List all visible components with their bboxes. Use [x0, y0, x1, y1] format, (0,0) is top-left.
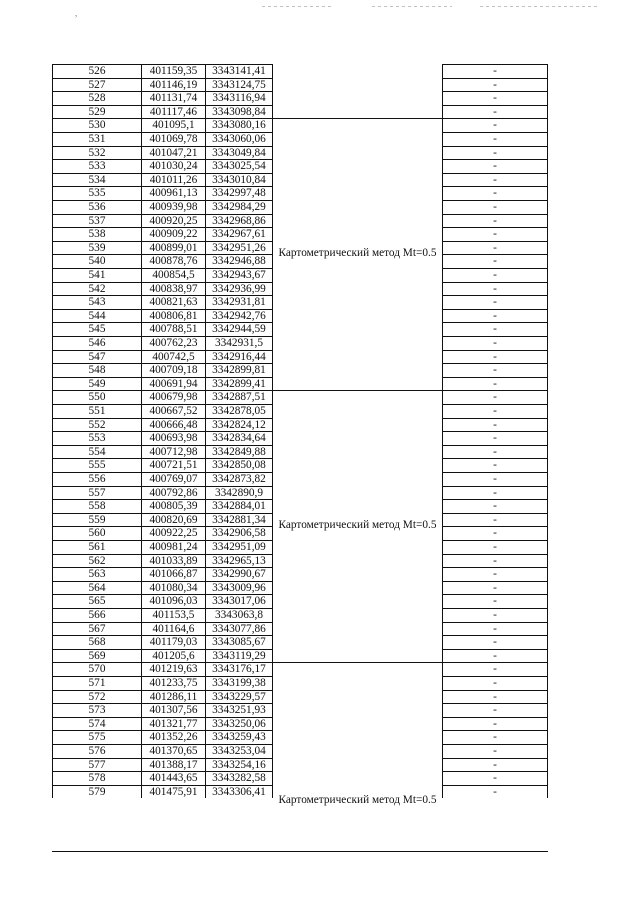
x-coordinate-cell: 400679,98 [141, 390, 205, 404]
y-coordinate-cell: 3343116,94 [205, 91, 273, 105]
error-cell: - [442, 418, 548, 432]
x-coordinate-cell: 401146,19 [141, 78, 205, 92]
point-number-cell: 569 [52, 649, 141, 663]
error-cell: - [442, 146, 548, 160]
point-number-cell: 560 [52, 526, 141, 540]
x-coordinate-cell: 401179,03 [141, 635, 205, 649]
x-coordinate-cell: 400712,98 [141, 445, 205, 459]
y-coordinate-cell: 3342942,76 [205, 309, 273, 323]
y-coordinate-cell: 3342884,01 [205, 499, 273, 513]
y-coordinate-cell: 3342916,44 [205, 350, 273, 364]
x-coordinate-cell: 401233,75 [141, 676, 205, 690]
y-coordinate-cell: 3343119,29 [205, 649, 273, 663]
y-coordinate-cell: 3343060,06 [205, 132, 273, 146]
x-coordinate-cell: 400820,69 [141, 513, 205, 527]
point-number-cell: 558 [52, 499, 141, 513]
error-cell: - [442, 363, 548, 377]
error-cell: - [442, 105, 548, 119]
error-cell: - [442, 322, 548, 336]
y-coordinate-cell: 3343176,17 [205, 662, 273, 676]
point-number-cell: 527 [52, 78, 141, 92]
x-coordinate-cell: 400667,52 [141, 404, 205, 418]
error-cell: - [442, 717, 548, 731]
error-cell: - [442, 690, 548, 704]
point-number-cell: 534 [52, 173, 141, 187]
point-number-cell: 536 [52, 200, 141, 214]
x-coordinate-cell: 401069,78 [141, 132, 205, 146]
error-cell: - [442, 404, 548, 418]
error-cell: - [442, 78, 548, 92]
x-coordinate-cell: 400961,13 [141, 186, 205, 200]
x-coordinate-cell: 400838,97 [141, 282, 205, 296]
y-coordinate-cell: 3342965,13 [205, 554, 273, 568]
error-cell: - [442, 241, 548, 255]
error-cell: - [442, 581, 548, 595]
error-cell: - [442, 132, 548, 146]
point-number-cell: 529 [52, 105, 141, 119]
point-number-cell: 531 [52, 132, 141, 146]
scan-artifact [372, 6, 452, 7]
y-coordinate-cell: 3343282,58 [205, 771, 273, 785]
point-number-cell: 543 [52, 295, 141, 309]
point-number-cell: 551 [52, 404, 141, 418]
error-cell: - [442, 214, 548, 228]
point-number-cell: 571 [52, 676, 141, 690]
point-number-cell: 538 [52, 227, 141, 241]
point-number-cell: 547 [52, 350, 141, 364]
point-number-cell: 549 [52, 377, 141, 391]
x-coordinate-cell: 400788,51 [141, 322, 205, 336]
error-cell: - [442, 526, 548, 540]
x-coordinate-cell: 400721,51 [141, 458, 205, 472]
error-cell: - [442, 295, 548, 309]
y-coordinate-cell: 3343085,67 [205, 635, 273, 649]
error-cell: - [442, 282, 548, 296]
x-coordinate-cell: 401307,56 [141, 703, 205, 717]
point-number-cell: 546 [52, 336, 141, 350]
error-cell: - [442, 635, 548, 649]
error-cell: - [442, 662, 548, 676]
point-number-cell: 555 [52, 458, 141, 472]
y-coordinate-cell: 3342936,99 [205, 282, 273, 296]
x-coordinate-cell: 401321,77 [141, 717, 205, 731]
x-coordinate-cell: 401286,11 [141, 690, 205, 704]
y-coordinate-cell: 3342943,67 [205, 268, 273, 282]
x-coordinate-cell: 401205,6 [141, 649, 205, 663]
y-coordinate-cell: 3342997,48 [205, 186, 273, 200]
point-number-cell: 572 [52, 690, 141, 704]
point-number-cell: 541 [52, 268, 141, 282]
scan-artifact [480, 6, 600, 7]
y-coordinate-cell: 3342931,5 [205, 336, 273, 350]
x-coordinate-cell: 401153,5 [141, 608, 205, 622]
error-cell: - [442, 431, 548, 445]
point-number-cell: 562 [52, 554, 141, 568]
error-cell: - [442, 785, 548, 799]
x-coordinate-cell: 401352,26 [141, 730, 205, 744]
point-number-cell: 540 [52, 254, 141, 268]
table-row [52, 105, 548, 119]
y-coordinate-cell: 3343080,16 [205, 118, 273, 132]
point-number-cell: 567 [52, 622, 141, 636]
point-number-cell: 559 [52, 513, 141, 527]
point-number-cell: 573 [52, 703, 141, 717]
error-cell: - [442, 472, 548, 486]
y-coordinate-cell: 3342951,09 [205, 540, 273, 554]
error-cell: - [442, 676, 548, 690]
y-coordinate-cell: 3342887,51 [205, 390, 273, 404]
scan-speck: , [75, 8, 78, 18]
x-coordinate-cell: 400899,01 [141, 241, 205, 255]
x-coordinate-cell: 400691,94 [141, 377, 205, 391]
x-coordinate-cell: 401117,46 [141, 105, 205, 119]
error-cell: - [442, 758, 548, 772]
x-coordinate-cell: 401095,1 [141, 118, 205, 132]
y-coordinate-cell: 3343141,41 [205, 64, 273, 78]
error-cell: - [442, 608, 548, 622]
table-row [52, 64, 548, 78]
point-number-cell: 568 [52, 635, 141, 649]
y-coordinate-cell: 3343063,8 [205, 608, 273, 622]
error-cell: - [442, 567, 548, 581]
y-coordinate-cell: 3342946,88 [205, 254, 273, 268]
x-coordinate-cell: 400769,07 [141, 472, 205, 486]
y-coordinate-cell: 3342944,59 [205, 322, 273, 336]
x-coordinate-cell: 401388,17 [141, 758, 205, 772]
point-number-cell: 526 [52, 64, 141, 78]
y-coordinate-cell: 3342878,05 [205, 404, 273, 418]
x-coordinate-cell: 401080,34 [141, 581, 205, 595]
error-cell: - [442, 771, 548, 785]
y-coordinate-cell: 3342899,41 [205, 377, 273, 391]
x-coordinate-cell: 401219,63 [141, 662, 205, 676]
point-number-cell: 537 [52, 214, 141, 228]
y-coordinate-cell: 3343251,93 [205, 703, 273, 717]
y-coordinate-cell: 3342968,86 [205, 214, 273, 228]
error-cell: - [442, 499, 548, 513]
table-row [52, 91, 548, 105]
method-cell [273, 662, 442, 807]
point-number-cell: 578 [52, 771, 141, 785]
y-coordinate-cell: 3342824,12 [205, 418, 273, 432]
y-coordinate-cell: 3343025,54 [205, 159, 273, 173]
y-coordinate-cell: 3342951,26 [205, 241, 273, 255]
error-cell: - [442, 458, 548, 472]
point-number-cell: 553 [52, 431, 141, 445]
error-cell: - [442, 594, 548, 608]
x-coordinate-cell: 401030,24 [141, 159, 205, 173]
point-number-cell: 576 [52, 744, 141, 758]
point-number-cell: 579 [52, 785, 141, 799]
x-coordinate-cell: 400922,25 [141, 526, 205, 540]
point-number-cell: 545 [52, 322, 141, 336]
table-row [52, 78, 548, 92]
y-coordinate-cell: 3342990,67 [205, 567, 273, 581]
y-coordinate-cell: 3343199,38 [205, 676, 273, 690]
point-number-cell: 535 [52, 186, 141, 200]
error-cell: - [442, 622, 548, 636]
x-coordinate-cell: 400666,48 [141, 418, 205, 432]
method-label: Картометрический метод Mt=0.5 [278, 247, 437, 260]
error-cell: - [442, 554, 548, 568]
error-cell: - [442, 200, 548, 214]
x-coordinate-cell: 401096,03 [141, 594, 205, 608]
y-coordinate-cell: 3342906,58 [205, 526, 273, 540]
error-cell: - [442, 91, 548, 105]
x-coordinate-cell: 401066,87 [141, 567, 205, 581]
y-coordinate-cell: 3342984,29 [205, 200, 273, 214]
y-coordinate-cell: 3342931,81 [205, 295, 273, 309]
point-number-cell: 574 [52, 717, 141, 731]
error-cell: - [442, 309, 548, 323]
y-coordinate-cell: 3343009,96 [205, 581, 273, 595]
point-number-cell: 530 [52, 118, 141, 132]
x-coordinate-cell: 400693,98 [141, 431, 205, 445]
point-number-cell: 528 [52, 91, 141, 105]
point-number-cell: 561 [52, 540, 141, 554]
point-number-cell: 577 [52, 758, 141, 772]
method-label: Картометрический метод Mt=0.5 [278, 519, 437, 532]
y-coordinate-cell: 3342881,34 [205, 513, 273, 527]
error-cell: - [442, 336, 548, 350]
x-coordinate-cell: 401443,65 [141, 771, 205, 785]
method-label: Картометрический метод Mt=0.5 [278, 794, 437, 807]
point-number-cell: 550 [52, 390, 141, 404]
x-coordinate-cell: 401370,65 [141, 744, 205, 758]
y-coordinate-cell: 3343049,84 [205, 146, 273, 160]
point-number-cell: 566 [52, 608, 141, 622]
error-cell: - [442, 118, 548, 132]
x-coordinate-cell: 400742,5 [141, 350, 205, 364]
y-coordinate-cell: 3343077,86 [205, 622, 273, 636]
error-cell: - [442, 64, 548, 78]
x-coordinate-cell: 400792,86 [141, 486, 205, 500]
x-coordinate-cell: 401164,6 [141, 622, 205, 636]
y-coordinate-cell: 3343253,04 [205, 744, 273, 758]
y-coordinate-cell: 3343017,06 [205, 594, 273, 608]
error-cell: - [442, 744, 548, 758]
point-number-cell: 554 [52, 445, 141, 459]
x-coordinate-cell: 401475,91 [141, 785, 205, 799]
x-coordinate-cell: 400762,23 [141, 336, 205, 350]
point-number-cell: 544 [52, 309, 141, 323]
error-cell: - [442, 186, 548, 200]
point-number-cell: 533 [52, 159, 141, 173]
scan-artifact [262, 6, 332, 7]
y-coordinate-cell: 3342850,08 [205, 458, 273, 472]
error-cell: - [442, 350, 548, 364]
error-cell: - [442, 173, 548, 187]
x-coordinate-cell: 400806,81 [141, 309, 205, 323]
point-number-cell: 548 [52, 363, 141, 377]
error-cell: - [442, 649, 548, 663]
y-coordinate-cell: 3343124,75 [205, 78, 273, 92]
x-coordinate-cell: 400805,39 [141, 499, 205, 513]
error-cell: - [442, 227, 548, 241]
y-coordinate-cell: 3342849,88 [205, 445, 273, 459]
y-coordinate-cell: 3342873,82 [205, 472, 273, 486]
x-coordinate-cell: 401159,35 [141, 64, 205, 78]
y-coordinate-cell: 3343250,06 [205, 717, 273, 731]
y-coordinate-cell: 3343259,43 [205, 730, 273, 744]
point-number-cell: 552 [52, 418, 141, 432]
y-coordinate-cell: 3342834,64 [205, 431, 273, 445]
y-coordinate-cell: 3343010,84 [205, 173, 273, 187]
point-number-cell: 563 [52, 567, 141, 581]
error-cell: - [442, 390, 548, 404]
method-cell [273, 390, 442, 662]
y-coordinate-cell: 3342890,9 [205, 486, 273, 500]
y-coordinate-cell: 3343229,57 [205, 690, 273, 704]
error-cell: - [442, 730, 548, 744]
x-coordinate-cell: 401131,74 [141, 91, 205, 105]
error-cell: - [442, 377, 548, 391]
y-coordinate-cell: 3343098,84 [205, 105, 273, 119]
point-number-cell: 539 [52, 241, 141, 255]
error-cell: - [442, 540, 548, 554]
x-coordinate-cell: 400878,76 [141, 254, 205, 268]
x-coordinate-cell: 401011,26 [141, 173, 205, 187]
point-number-cell: 532 [52, 146, 141, 160]
x-coordinate-cell: 400709,18 [141, 363, 205, 377]
y-coordinate-cell: 3342967,61 [205, 227, 273, 241]
error-cell: - [442, 445, 548, 459]
point-number-cell: 565 [52, 594, 141, 608]
error-cell: - [442, 159, 548, 173]
error-cell: - [442, 486, 548, 500]
coordinates-table [52, 64, 548, 852]
error-cell: - [442, 254, 548, 268]
point-number-cell: 557 [52, 486, 141, 500]
error-cell: - [442, 703, 548, 717]
error-cell: - [442, 513, 548, 527]
x-coordinate-cell: 401033,89 [141, 554, 205, 568]
x-coordinate-cell: 400920,25 [141, 214, 205, 228]
y-coordinate-cell: 3343306,41 [205, 785, 273, 799]
method-cell [273, 118, 442, 390]
point-number-cell: 575 [52, 730, 141, 744]
point-number-cell: 570 [52, 662, 141, 676]
point-number-cell: 564 [52, 581, 141, 595]
x-coordinate-cell: 400981,24 [141, 540, 205, 554]
x-coordinate-cell: 400909,22 [141, 227, 205, 241]
point-number-cell: 542 [52, 282, 141, 296]
y-coordinate-cell: 3343254,16 [205, 758, 273, 772]
y-coordinate-cell: 3342899,81 [205, 363, 273, 377]
error-cell: - [442, 268, 548, 282]
x-coordinate-cell: 400939,98 [141, 200, 205, 214]
point-number-cell: 556 [52, 472, 141, 486]
x-coordinate-cell: 400821,63 [141, 295, 205, 309]
x-coordinate-cell: 401047,21 [141, 146, 205, 160]
x-coordinate-cell: 400854,5 [141, 268, 205, 282]
